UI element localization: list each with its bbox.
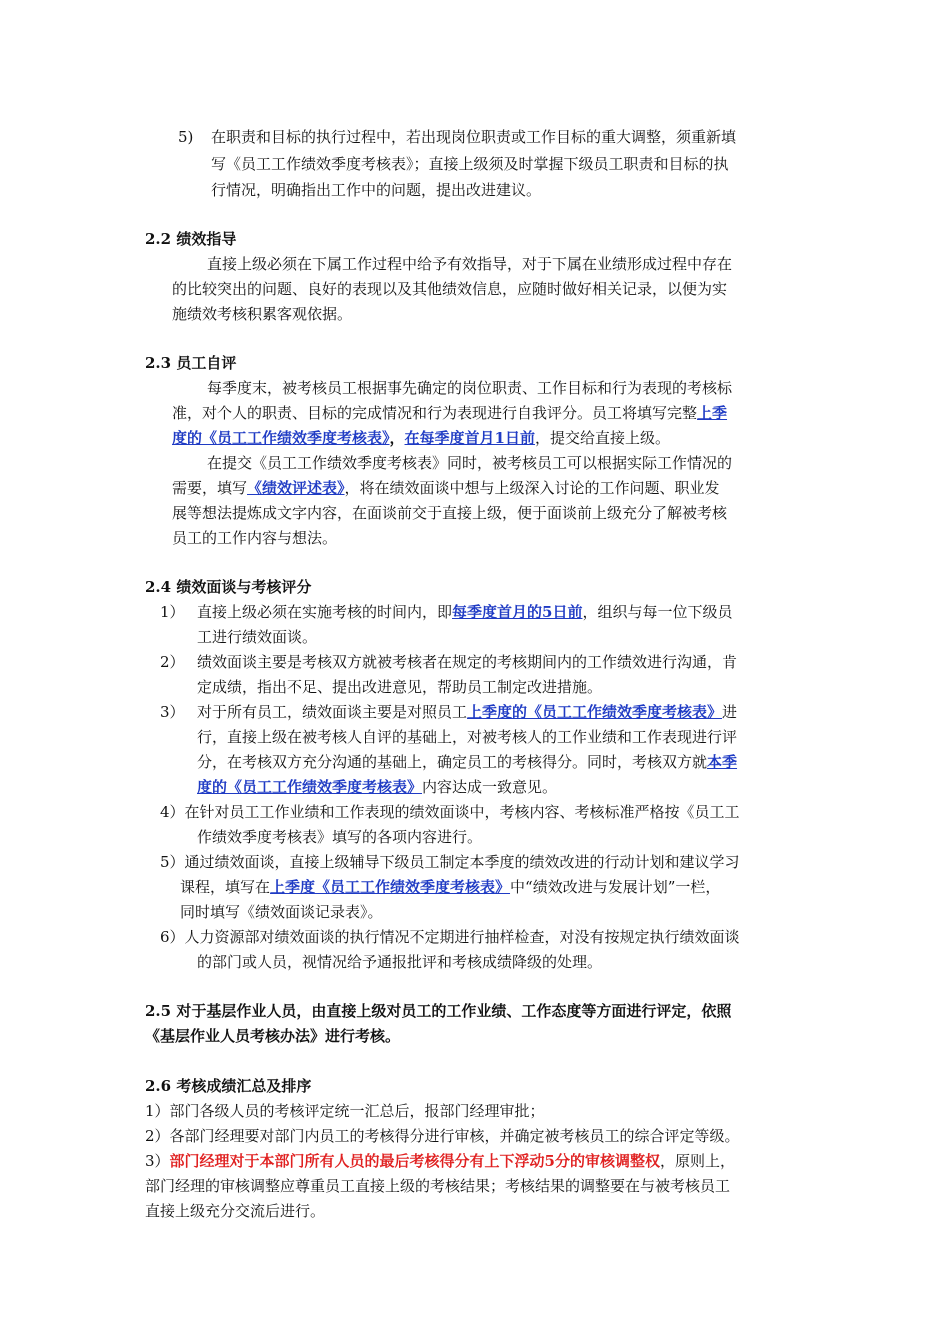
section-heading: 2.4 绩效面谈与考核评分	[145, 578, 312, 596]
paragraph-text: 分，在考核双方充分沟通的基础上，确定员工的考核得分。同时，考核双方就	[197, 753, 708, 771]
list-number: 3）	[145, 1152, 170, 1170]
paragraph-text: ，组织与每一位下级员	[582, 603, 733, 621]
paragraph-line: 定成绩，指出不足、提出改进意见，帮助员工制定改进措施。	[197, 678, 603, 696]
paragraph-text: 准，对个人的职责、目标的完成情况和行为表现进行自我评分。员工将填写完整	[172, 404, 698, 422]
paragraph-line: 直接上级充分交流后进行。	[145, 1202, 326, 1220]
paragraph-line: 1）部门各级人员的考核评定统一汇总后，报部门经理审批；	[145, 1102, 545, 1120]
paragraph-line	[145, 1151, 735, 1171]
form-link[interactable]: 度的《员工工作绩效季度考核表》	[172, 429, 390, 447]
paragraph-line: 绩效面谈主要是考核双方就被考核者在规定的考核期间内的工作绩效进行沟通，肯	[197, 653, 738, 671]
paragraph-line: 2）各部门经理要对部门内员工的考核得分进行审核，并确定被考核员工的综合评定等级。	[145, 1127, 740, 1145]
section-heading: 2.6 考核成绩汇总及排序	[145, 1077, 312, 1095]
paragraph-line: 的比较突出的问题、良好的表现以及其他绩效信息，应随时做好相关记录，以便为实	[172, 280, 728, 298]
paragraph-line: 施绩效考核积累客观依据。	[172, 305, 353, 323]
paragraph-line	[180, 877, 720, 897]
paragraph-line	[197, 777, 557, 797]
paragraph-text: 进	[722, 703, 738, 721]
highlighted-text: 部门经理对于本部门所有人员的最后考核得分有上下浮动5分的审核调整权	[169, 1152, 660, 1170]
paragraph-line: 每季度末，被考核员工根据事先确定的岗位职责、工作目标和行为表现的考核标	[207, 379, 733, 397]
paragraph-line: 工进行绩效面谈。	[197, 628, 318, 646]
paragraph-text: ，提交给直接上级。	[534, 429, 670, 447]
paragraph-line: 行，直接上级在被考核人自评的基础上，对被考核人的工作业绩和工作表现进行评	[197, 728, 738, 746]
paragraph-text: 直接上级必须在实施考核的时间内，即	[197, 603, 453, 621]
paragraph-text: 内容达成一致意见。	[422, 778, 558, 796]
paragraph-line: 部门经理的审核调整应尊重员工直接上级的考核结果；考核结果的调整要在与被考核员工	[145, 1177, 731, 1195]
paragraph-text: 对于所有员工，绩效面谈主要是对照员工	[197, 703, 468, 721]
form-link[interactable]: 上季度的《员工工作绩效季度考核表》	[467, 703, 723, 721]
paragraph-text: ，将在绩效面谈中想与上级深入讨论的工作问题、职业发	[344, 479, 720, 497]
section-heading: 2.5 对于基层作业人员，由直接上级对员工的工作业绩、工作态度等方面进行评定，依照	[145, 1002, 732, 1020]
paragraph-line: 在职责和目标的执行过程中，若出现岗位职责或工作目标的重大调整，须重新填	[211, 128, 737, 146]
form-link[interactable]: 本季	[707, 753, 738, 771]
paragraph-line: 的部门或人员，视情况给予通报批评和考核成绩降级的处理。	[197, 953, 603, 971]
section-heading: 2.3 员工自评	[145, 354, 237, 372]
paragraph-line: 员工的工作内容与想法。	[172, 529, 338, 547]
paragraph-text: 中“绩效改进与发展计划”一栏，	[510, 878, 721, 896]
paragraph-line	[197, 702, 737, 722]
paragraph-text: 需要，填写	[172, 479, 248, 497]
deadline-link[interactable]: 在每季度首月1日前	[404, 429, 535, 447]
paragraph-text: ，原则上，	[660, 1152, 736, 1170]
list-number: 2）	[160, 653, 185, 671]
paragraph-line: 直接上级必须在下属工作过程中给予有效指导，对于下属在业绩形成过程中存在	[207, 255, 733, 273]
paragraph-line: 5）通过绩效面谈，直接上级辅导下级员工制定本季度的绩效改进的行动计划和建议学习	[160, 853, 740, 871]
deadline-link[interactable]: 每季度首月的5日前	[452, 603, 583, 621]
paragraph-line: 在提交《员工工作绩效季度考核表》同时，被考核员工可以根据实际工作情况的	[207, 454, 733, 472]
list-number: 3）	[160, 703, 185, 721]
paragraph-line	[172, 478, 720, 498]
paragraph-line	[197, 752, 737, 772]
paragraph-line: 作绩效季度考核表》填写的各项内容进行。	[197, 828, 483, 846]
paragraph-text: 课程，填写在	[180, 878, 271, 896]
punctuation: ，	[389, 429, 405, 447]
paragraph-line	[172, 403, 727, 423]
paragraph-line	[172, 428, 670, 448]
form-link[interactable]: 上季	[697, 404, 728, 422]
form-link[interactable]: 上季度《员工工作绩效季度考核表》	[270, 878, 511, 896]
paragraph-line: 6）人力资源部对绩效面谈的执行情况不定期进行抽样检查，对没有按规定执行绩效面谈	[160, 928, 740, 946]
section-heading: 2.2 绩效指导	[145, 230, 237, 248]
paragraph-line: 行情况，明确指出工作中的问题，提出改进建议。	[211, 181, 542, 199]
list-number: 5)	[178, 128, 194, 146]
paragraph-line: 展等想法提炼成文字内容，在面谈前交于直接上级，便于面谈前上级充分了解被考核	[172, 504, 728, 522]
form-link[interactable]: 度的《员工工作绩效季度考核表》	[197, 778, 423, 796]
paragraph-line	[197, 602, 732, 622]
form-link[interactable]: 《绩效评述表》	[247, 479, 345, 497]
paragraph-line: 4）在针对员工工作业绩和工作表现的绩效面谈中，考核内容、考核标准严格按《员工工	[160, 803, 740, 821]
paragraph-line: 写《员工工作绩效季度考核表》；直接上级须及时掌握下级员工职责和目标的执	[211, 155, 729, 173]
section-heading: 《基层作业人员考核办法》进行考核。	[145, 1027, 401, 1045]
list-number: 1）	[160, 603, 185, 621]
paragraph-line: 同时填写《绩效面谈记录表》。	[180, 903, 383, 921]
